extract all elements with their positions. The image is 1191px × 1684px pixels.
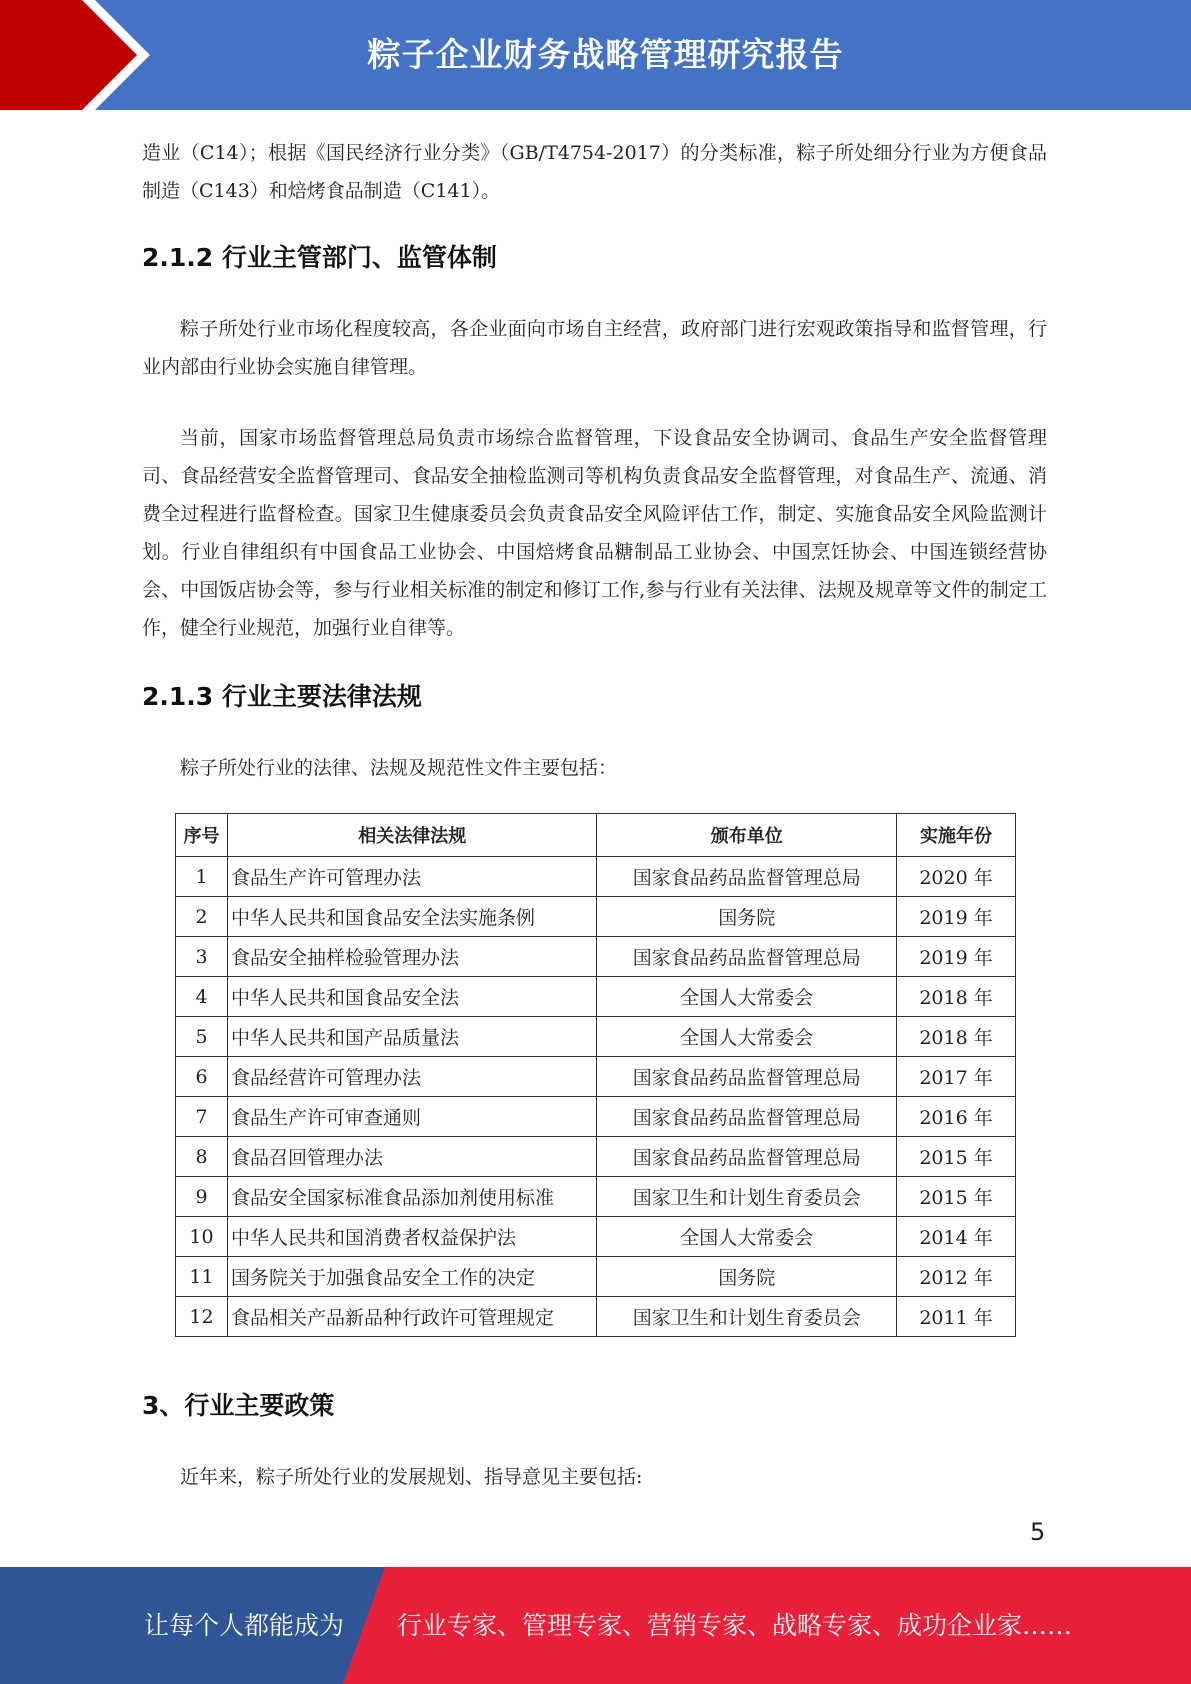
table-row [176,1297,1016,1337]
table-row [176,1017,1016,1057]
row-issuer: 全国人大常委会 [597,1217,897,1257]
row-issuer: 国家卫生和计划生育委员会 [597,1177,897,1217]
row-issuer: 全国人大常委会 [597,977,897,1017]
row-year: 2018 年 [897,977,1016,1017]
row-law: 食品召回管理办法 [227,1137,597,1177]
footer-slogan-left: 让每个人都能成为 [144,1611,345,1640]
laws-table [175,813,1016,1337]
row-year: 2019 年 [897,937,1016,977]
row-year: 2015 年 [897,1177,1016,1217]
footer-slogan-right: 行业专家、管理专家、营销专家、战略专家、成功企业家…… [397,1611,1073,1640]
table-row [176,977,1016,1017]
paragraph-regulation: 粽子所处行业市场化程度较高，各企业面向市场自主经营，政府部门进行宏观政策指导和监督管理，行业内部由行业协会实施自律管理。 [142,318,1047,378]
row-issuer: 国家卫生和计划生育委员会 [597,1297,897,1337]
page-number: 5 [1030,1518,1046,1546]
row-year: 2012 年 [897,1257,1016,1297]
table-row [176,857,1016,897]
row-law: 国务院关于加强食品安全工作的决定 [227,1257,597,1297]
row-no: 10 [176,1217,228,1257]
table-row [176,1057,1016,1097]
row-law: 食品生产许可审查通则 [227,1097,597,1137]
header-no: 序号 [176,814,228,857]
paragraph-authorities: 当前，国家市场监督管理总局负责市场综合监督管理，下设食品安全协调司、食品生产安全监督管理司、食品经营安全监督管理司、食品安全抽检监测司等机构负责食品安全监督管理，对食品生产、流通、消费全过程进行监督检查。国家卫生健康委员会负责食品安全风险评估工作，制定、实施食品安全风险监测计划。行业自律组织有中国食品工业协会、中国焙烤食品糖制品工业协会、中国烹饪协会、中国连锁经营协会、中国饭店协会等，参与行业相关标准的制定和修订工作,参与行业有关法律、法规及规章等文件的制定工作，健全行业规范，加强行业自律等。 [142,427,1047,639]
row-issuer: 全国人大常委会 [597,1017,897,1057]
row-law: 食品安全国家标准食品添加剂使用标准 [227,1177,597,1217]
row-no: 6 [176,1057,228,1097]
row-issuer: 国家食品药品监督管理总局 [597,937,897,977]
table-row [176,937,1016,977]
row-year: 2019 年 [897,897,1016,937]
row-no: 1 [176,857,228,897]
row-issuer: 国家食品药品监督管理总局 [597,857,897,897]
table-header-row [176,814,1016,857]
header-year: 实施年份 [897,814,1016,857]
table-row [176,1217,1016,1257]
row-no: 3 [176,937,228,977]
intro-paragraph: 造业（C14）；根据《国民经济行业分类》（GB/T4754-2017）的分类标准，粽子所处细分行业为方便食品制造（C143）和焙烤食品制造（C141）。 [142,142,1047,202]
row-no: 11 [176,1257,228,1297]
row-issuer: 国家食品药品监督管理总局 [597,1057,897,1097]
row-law: 食品生产许可管理办法 [227,857,597,897]
row-issuer: 国务院 [597,897,897,937]
table-row [176,1257,1016,1297]
row-year: 2015 年 [897,1137,1016,1177]
row-year: 2011 年 [897,1297,1016,1337]
header-law: 相关法律法规 [227,814,597,857]
row-law: 中华人民共和国食品安全法实施条例 [227,897,597,937]
row-law: 食品相关产品新品种行政许可管理规定 [227,1297,597,1337]
table-row [176,897,1016,937]
table-row [176,1137,1016,1177]
table-row [176,1097,1016,1137]
row-no: 5 [176,1017,228,1057]
row-no: 12 [176,1297,228,1337]
section-heading-3: 3、行业主要政策 [142,1391,335,1420]
row-issuer: 国家食品药品监督管理总局 [597,1097,897,1137]
row-year: 2016 年 [897,1097,1016,1137]
header-issuer: 颁布单位 [597,814,897,857]
page-footer [0,1567,1191,1684]
row-no: 4 [176,977,228,1017]
page-header [0,0,1191,110]
row-no: 8 [176,1137,228,1177]
row-year: 2017 年 [897,1057,1016,1097]
report-title: 粽子企业财务战略管理研究报告 [367,35,844,74]
row-no: 2 [176,897,228,937]
row-issuer: 国务院 [597,1257,897,1297]
row-year: 2020 年 [897,857,1016,897]
paragraph-policies-intro: 近年来，粽子所处行业的发展规划、指导意见主要包括: [180,1466,643,1488]
row-year: 2018 年 [897,1017,1016,1057]
row-no: 9 [176,1177,228,1217]
row-law: 食品经营许可管理办法 [227,1057,597,1097]
row-law: 食品安全抽样检验管理办法 [227,937,597,977]
row-no: 7 [176,1097,228,1137]
section-heading-2-1-3: 2.1.3 行业主要法律法规 [142,682,422,711]
row-law: 中华人民共和国消费者权益保护法 [227,1217,597,1257]
row-law: 中华人民共和国产品质量法 [227,1017,597,1057]
row-law: 中华人民共和国食品安全法 [227,977,597,1017]
section-heading-2-1-2: 2.1.2 行业主管部门、监管体制 [142,243,497,272]
row-issuer: 国家食品药品监督管理总局 [597,1137,897,1177]
paragraph-laws-intro: 粽子所处行业的法律、法规及规范性文件主要包括： [180,757,618,779]
row-year: 2014 年 [897,1217,1016,1257]
table-row [176,1177,1016,1217]
